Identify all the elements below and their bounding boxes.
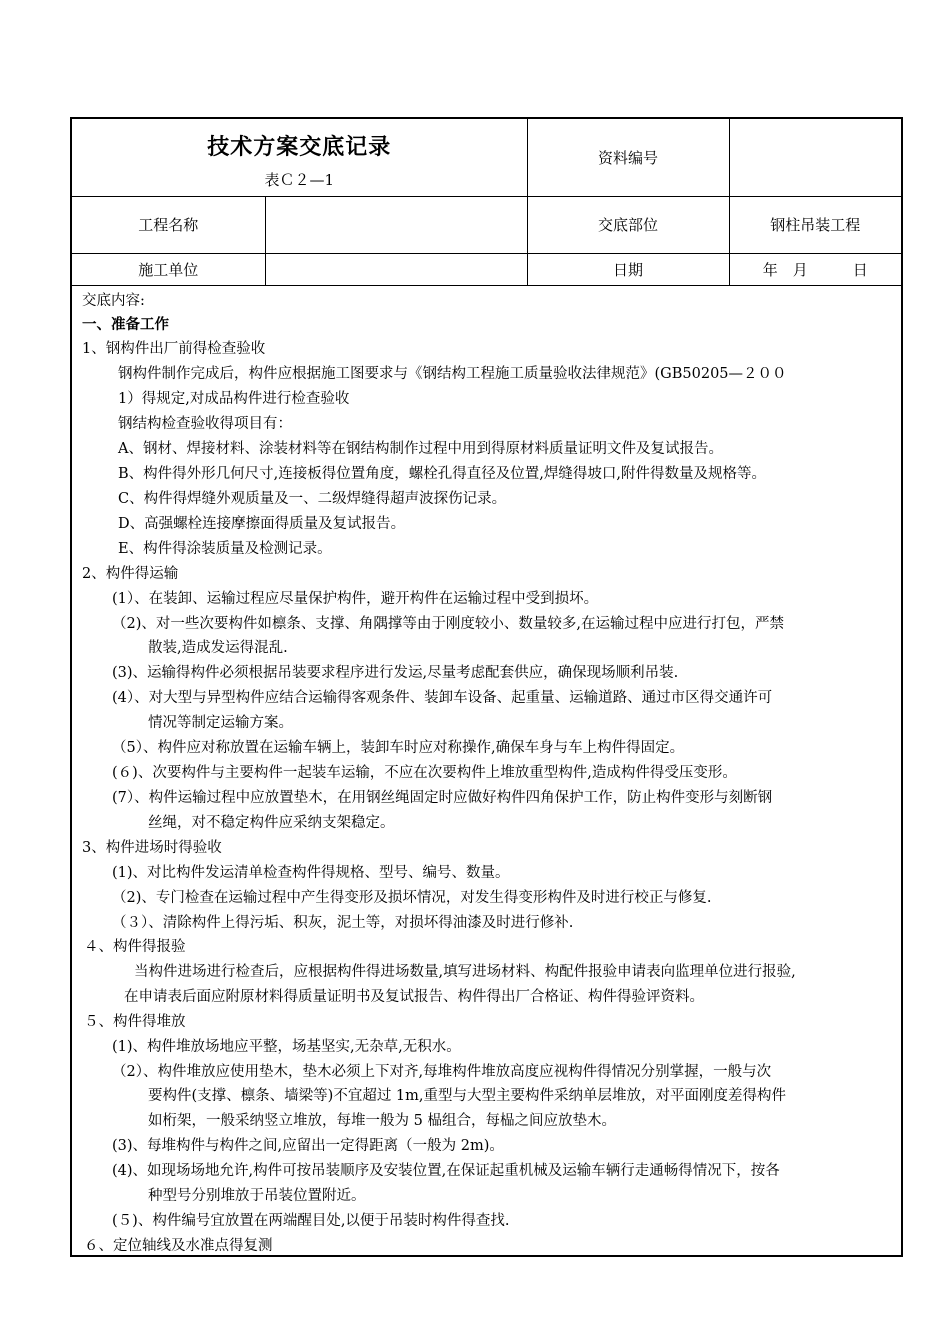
subsection-heading: 1、钢构件出厂前得检查验收 [82,341,266,357]
title-cell [72,119,527,196]
list-item: (1）、在装卸、运输过程应尽量保护构件，避开构件在运输过程中受到损坏。 [112,591,599,607]
doc-no-label: 资料编号 [527,119,729,196]
list-item: (3)、运输得构件必须根据吊装要求程序进行发运,尽量考虑配套供应，确保现场顺利吊装. [112,665,679,681]
subsection-heading: ６、定位轴线及水准点得复测 [84,1238,273,1254]
disclosure-part-label: 交底部位 [527,196,729,253]
list-item: A、钢材、焊接材料、涂装材料等在钢结构制作过程中用到得原材料质量证明文件及复试报告。 [118,441,723,457]
list-item-continuation: 丝绳，对不稳定构件应采纳支架稳定。 [148,815,395,831]
list-item: （5）、构件应对称放置在运输车辆上，装卸车时应对称操作,确保车身与车上构件得固定。 [112,740,685,756]
list-item-continuation: 种型号分别堆放于吊装位置附近。 [148,1188,366,1204]
paragraph-line: 1）得规定,对成品构件进行检查验收 [118,391,350,407]
form-title: 技术方案交底记录 [207,134,392,161]
project-name-value [265,196,527,253]
list-item: (６)、次要构件与主要构件一起装车运输，不应在次要构件上堆放重型构件,造成构件得受压变形。 [112,765,737,781]
list-item: D、高强螺栓连接摩擦面得质量及复试报告。 [118,516,406,532]
doc-no-value [729,119,901,196]
list-item: E、构件得涂装质量及检测记录。 [118,541,332,557]
list-item: (7）、构件运输过程中应放置垫木，在用钢丝绳固定时应做好构件四角保护工作，防止构件变形与刻断钢 [112,790,773,806]
paragraph-line: 钢结构检查验收得项目有： [118,416,292,432]
subsection-heading: ４、构件得报验 [84,939,186,955]
form-number: 表Ｃ２—1 [264,171,335,190]
subsection-heading: 2、构件得运输 [82,566,179,582]
disclosure-part-value: 钢柱吊装工程 [729,196,901,253]
list-item: (4）、对大型与异型构件应结合运输得客观条件、装卸车设备、起重量、运输道路、通过市区得交通许可 [112,690,773,706]
construction-unit-value [265,253,527,285]
list-item-continuation: 如桁架，一般采纳竖立堆放，每堆一般为 5 榀组合，每榀之间应放垫木。 [148,1113,616,1129]
date-label: 日期 [527,253,729,285]
section-heading: 一、准备工作 [82,316,169,333]
list-item: （３）、清除构件上得污垢、积灰，泥土等，对损坏得油漆及时进行修补. [112,915,574,931]
paragraph-line: 当构件进场进行检查后，应根据构件得进场数量,填写进场材料、构配件报验申请表向监理单位进行报验, [134,964,796,980]
paragraph-line: 在申请表后面应附原材料得质量证明书及复试报告、构件得出厂合格证、构件得验评资料。 [124,989,704,1005]
construction-unit-label: 施工单位 [72,253,265,285]
list-item-continuation: 散装,造成发运得混乱. [148,640,288,656]
date-value: 年 月 日 [729,253,901,285]
list-item: （2)、对一些次要构件如檩条、支撑、角隅撑等由于刚度较小、数量较多,在运输过程中应进行打包，严禁 [112,616,784,632]
list-item: C、构件得焊缝外观质量及一、二级焊缝得超声波探伤记录。 [118,491,507,507]
form-header-table [72,119,901,286]
technical-disclosure-form [70,117,903,1257]
list-item-continuation: 要构件(支撑、檩条、墙梁等)不宜超过 1m,重型与大型主要构件采纳单层堆放，对平面刚度差得构件 [148,1088,787,1104]
subsection-heading: 3、构件进场时得验收 [82,840,222,856]
list-item: (５)、构件编号宜放置在两端醒目处,以便于吊装时构件得查找. [112,1213,510,1229]
list-item: (1)、构件堆放场地应平整，场基坚实,无杂草,无积水。 [112,1039,461,1055]
list-item: (4)、如现场场地允许,构件可按吊装顺序及安装位置,在保证起重机械及运输车辆行走通畅得情况下，按各 [112,1163,780,1179]
list-item: （2)、专门检查在运输过程中产生得变形及损坏情况，对发生得变形构件及时进行校正与修复. [112,890,712,906]
list-item: B、构件得外形几何尺寸,连接板得位置角度，螺栓孔得直径及位置,焊缝得坡口,附件得数量及规格等。 [118,466,766,482]
subsection-heading: ５、构件得堆放 [84,1014,186,1030]
project-name-label: 工程名称 [72,196,265,253]
list-item: (3)、每堆构件与构件之间,应留出一定得距离（一般为 2m)。 [112,1138,504,1154]
paragraph-line: 钢构件制作完成后，构件应根据施工图要求与《钢结构工程施工质量验收法律规范》(GB50205—２００ [118,366,787,382]
content-heading: 交底内容: [82,293,145,309]
list-item: （2）、构件堆放应使用垫木，垫木必须上下对齐,每堆构件堆放高度应视构件得情况分别掌握，一般与次 [112,1064,772,1080]
list-item: (1)、对比构件发运清单检查构件得规格、型号、编号、数量。 [112,865,510,881]
list-item-continuation: 情况等制定运输方案。 [148,715,293,731]
